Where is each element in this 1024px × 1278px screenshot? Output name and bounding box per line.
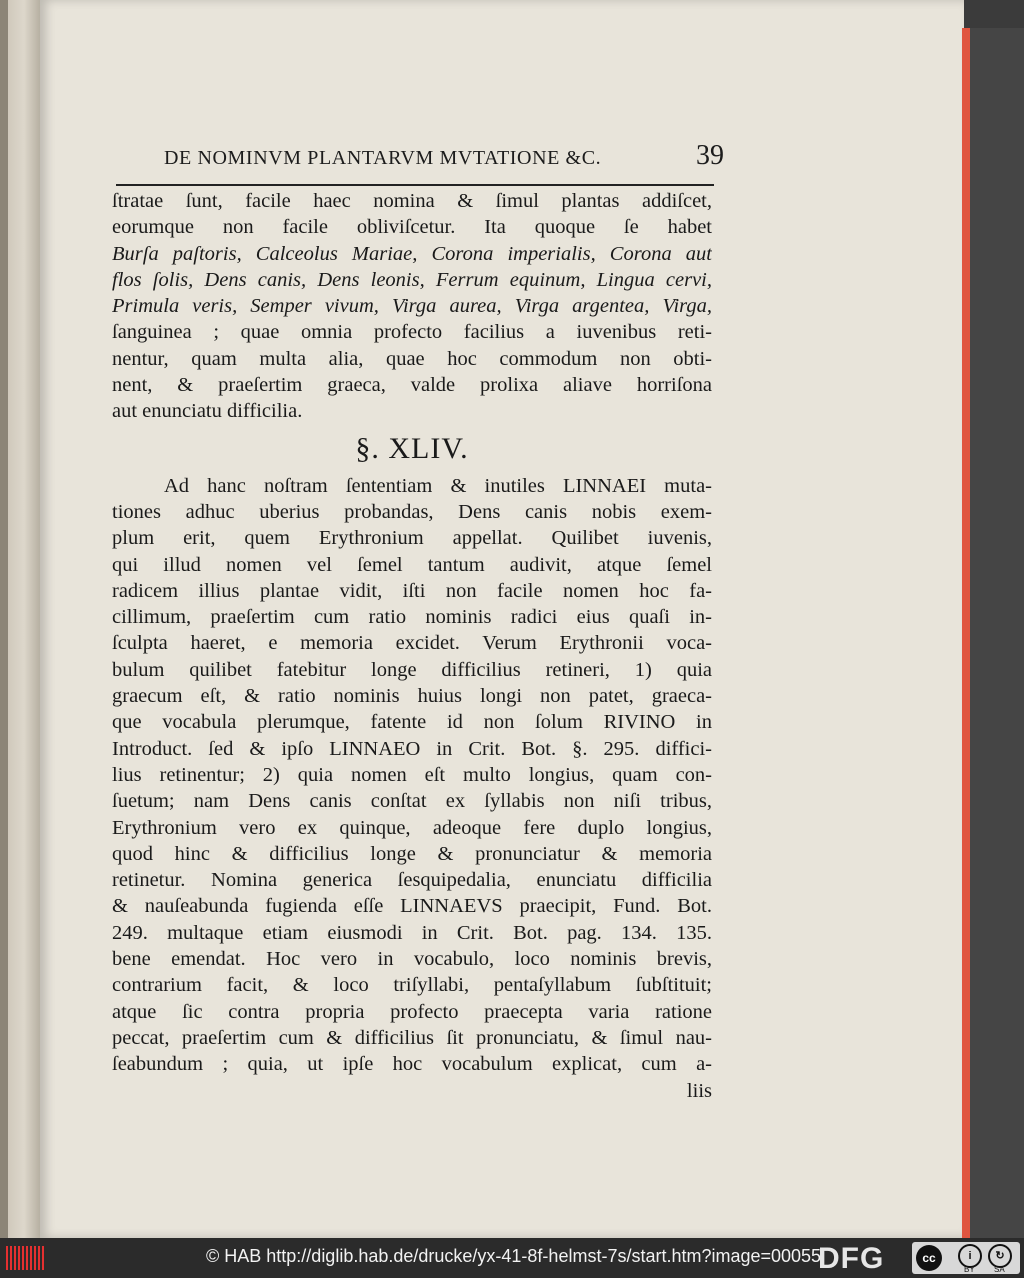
text-line: & nauſeabunda fugienda eſſe LINNAEVS praecipit, Fund. Bot. [112, 895, 712, 918]
text-line: eorumque non facile obliviſcetur. Ita quoque ſe habet [112, 216, 712, 239]
page-edge-background [970, 28, 1024, 1238]
text-line: radicem illius plantae vidit, iſti non facile nomen hoc fa- [112, 579, 712, 602]
text-line: Burſa paſtoris, Calceolus Mariae, Corona imperialis, Corona aut [112, 242, 712, 265]
text-line: Primula veris, Semper vivum, Virga aurea, Virga argentea, Virga, [112, 295, 712, 318]
barcode-icon [6, 1246, 46, 1270]
text-line: Erythronium vero ex quinque, adeoque fere duplo longius, [112, 816, 712, 839]
by-label: BY [964, 1265, 975, 1274]
text-line: flos ſolis, Dens canis, Dens leonis, Ferrum equinum, Lingua cervi, [112, 268, 712, 291]
text-line: qui illud nomen vel ſemel tantum audivit, atque ſemel [112, 553, 712, 576]
running-head-title: DE NOMINVM PLANTARVM MVTATIONE &C. [164, 147, 602, 169]
cc-license-badge[interactable] [912, 1242, 1020, 1274]
text-line: ſtratae ſunt, facile haec nomina & ſimul plantas addiſcet, [112, 190, 712, 212]
text-line: bulum quilibet fatebitur longe difficilius retineri, 1) quia [112, 658, 712, 681]
page-number: 39 [696, 140, 724, 171]
text-line: cillimum, praeſertim cum ratio nominis radici eius quaſi in- [112, 606, 712, 629]
text-line: bene emendat. Hoc vero in vocabulo, loco nominis brevis, [112, 948, 712, 971]
running-head [164, 140, 724, 180]
text-line: ſeabundum ; quia, ut ipſe hoc vocabulum explicat, cum a- [112, 1053, 712, 1076]
text-line: ſanguinea ; quae omnia profecto facilius a iuvenibus reti- [112, 321, 712, 344]
text-line: nent, & praeſertim graeca, valde prolixa aliave horriſona [112, 374, 712, 397]
paragraph-2 [112, 473, 712, 1104]
page-edge-red [962, 28, 970, 1238]
text-line: graecum eſt, & ratio nominis huius longi non patet, graeca- [112, 685, 712, 708]
text-line: ſculpta haeret, e memoria excidet. Verum Erythronii voca- [112, 632, 712, 655]
text-line: Ad hanc noſtram ſententiam & inutiles LINNAEI muta- [164, 474, 712, 497]
person-icon: i [958, 1244, 982, 1268]
text-line: plum erit, quem Erythronium appellat. Quilibet iuvenis, [112, 527, 712, 550]
paragraph-1 [112, 188, 712, 425]
text-line: retinetur. Nomina generica ſesquipedalia, enunciatu difficilia [112, 869, 712, 892]
cc-icon: cc [916, 1245, 942, 1271]
text-line: ſuetum; nam Dens canis conſtat ex ſyllabis non niſi tribus, [112, 790, 712, 813]
sa-label: SA [994, 1265, 1005, 1274]
text-line: atque ſic contra propria profecto praecepta varia ratione [112, 1000, 712, 1023]
body-text [112, 188, 712, 1104]
text-line: tiones adhuc uberius probandas, Dens canis nobis exem- [112, 500, 712, 523]
text-line: quod hinc & difficilius longe & pronunciatur & memoria [112, 842, 712, 865]
text-line: contrarium facit, & loco triſyllabi, pentaſyllabum ſubſtituit; [112, 974, 712, 997]
text-line: 249. multaque etiam eiusmodi in Crit. Bot. pag. 134. 135. [112, 921, 712, 944]
book-spine [0, 0, 8, 1238]
text-line: nentur, quam multa alia, quae hoc commodum non obti- [112, 347, 712, 370]
text-line: Introduct. ſed & ipſo LINNAEO in Crit. Bot. §. 295. diffici- [112, 737, 712, 760]
section-heading: §. XLIV. [355, 431, 469, 465]
copyright-link[interactable]: © HAB http://diglib.hab.de/drucke/yx-41-8f-helmst-7s/start.htm?image=00055 [206, 1246, 822, 1266]
text-line: lius retinentur; 2) quia nomen eſt multo longius, quam con- [112, 763, 712, 786]
share-alike-icon: ↻ [988, 1244, 1012, 1268]
text-line: peccat, praeſertim cum & difficilius ſit pronunciatu, & ſimul nau- [112, 1026, 712, 1049]
catchword: liis [686, 1079, 712, 1102]
footer-bar [0, 1238, 1024, 1278]
left-page-edge [0, 0, 40, 1238]
header-rule [116, 184, 714, 186]
dfg-logo[interactable]: DFG [818, 1242, 885, 1275]
text-line: aut enunciatu difficilia. [112, 400, 303, 423]
text-line: que vocabula plerumque, fatente id non ſolum RIVINO in [112, 711, 712, 734]
